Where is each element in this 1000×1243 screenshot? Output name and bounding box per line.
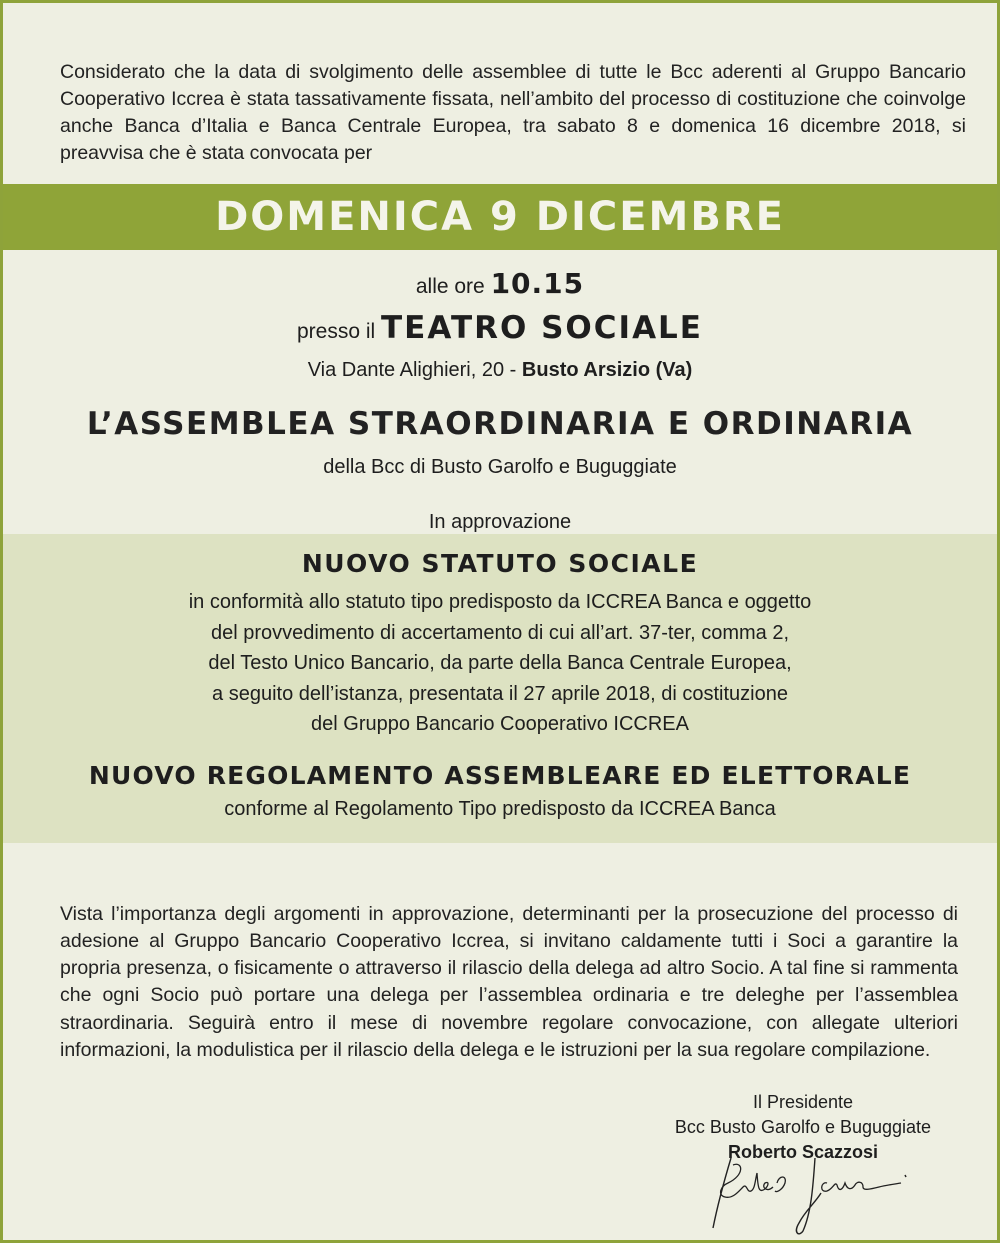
statuto-line: in conformità allo statuto tipo predisposto da ICCREA Banca e oggetto [188,591,812,613]
approval-label: In approvazione [428,511,572,533]
time-value: 10.15 [490,267,585,300]
signature-org: Bcc Busto Garolfo e Buguggiate [674,1117,932,1137]
regolamento-description: conforme al Regolamento Tipo predisposto da ICCREA Banca [224,798,776,820]
statuto-line: del Testo Unico Bancario, da parte della Banca Centrale Europea, [208,652,792,674]
regolamento-title: NUOVO REGOLAMENTO ASSEMBLEARE ED ELETTORALE [88,761,912,790]
statuto-description [3,587,997,740]
statuto-line: del provvedimento di accertamento di cui all’art. 37-ter, comma 2, [210,621,790,644]
venue-line [3,310,997,346]
signature-name: Roberto Scazzosi [727,1142,879,1162]
handwritten-signature-icon [703,1153,913,1238]
time-line [3,267,997,300]
statuto-title: NUOVO STATUTO SOCIALE [301,549,699,578]
time-prefix: alle ore [415,275,485,298]
bank-line: della Bcc di Busto Garolfo e Buguggiate [323,456,677,478]
statuto-line: a seguito dell’istanza, presentata il 27 aprile 2018, di costituzione [212,682,788,705]
signature-role: Il Presidente [752,1092,854,1112]
venue-prefix: presso il [296,320,376,343]
date-banner-title: DOMENICA 9 DICEMBRE [215,194,785,240]
venue-name: TEATRO SOCIALE [381,310,703,346]
address-street: Via Dante Alighieri, 20 - [307,359,517,381]
intro-paragraph: Considerato che la data di svolgimento delle assemblee di tutte le Bcc aderenti al Gruppo Bancario Cooperativo Iccrea è stata tassativamente fissata, nell’ambito del processo di costituzione che coinvolge anche Banca d’Italia e Banca Centrale Europea, tra sabato 8 e domenica 16 dicembre 2018, si preavvisa che è stata convocata per [60,60,966,164]
closing-paragraph: Vista l’importanza degli argomenti in approvazione, determinanti per la prosecuzione del processo di adesione al Gruppo Bancario Cooperativo Iccrea, si invitano caldamente tutti i Soci a garantire la propria presenza, o fisicamente o attraverso il rilascio della delega ad altro Socio. A tal fine si rammenta che ogni Socio può portare una delega per l’assemblea ordinaria e tre deleghe per l’assemblea straordinaria. Seguirà entro il mese di novembre regolare convocazione, con allegate ulteriori informazioni, la modulistica per il rilascio della delega e le istruzioni per la sua regolare compilazione. [60,902,958,1061]
date-banner [3,184,997,250]
statuto-line: del Gruppo Bancario Cooperativo ICCREA [311,713,689,735]
address-city: Busto Arsizio (Va) [521,359,693,381]
address-line [3,359,997,382]
assembly-title: L’ASSEMBLEA STRAORDINARIA E ORDINARIA [86,406,914,442]
